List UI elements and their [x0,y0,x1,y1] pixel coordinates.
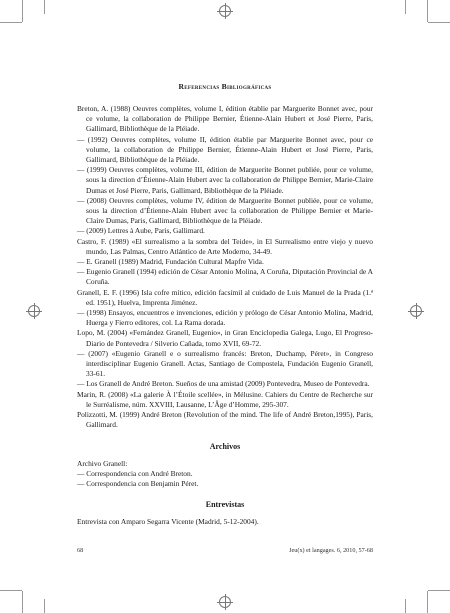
crop-mark [405,0,406,14]
page-content [77,82,373,527]
crop-mark [427,0,428,22]
archivos-line: — Correspondencia con Benjamin Péret. [77,478,199,488]
crop-mark [22,591,23,613]
reference-entry: Polizzotti, M. (1999) André Breton (Revolution of the mind. The life of André Breton,1995), Paris, Gallimard. [77,410,373,430]
archivos-line: Archivo Granell: [77,458,128,468]
reference-entry: — (2007) «Eugenio Granell e o surrealismo francés: Breton, Duchamp, Péret», in Congreso interdisciplinar Eugenio Granell. Actas, Santiago de Compostela, Fundación Eugenio Granell, 33-61. [77,348,373,379]
entrevistas-line: Entrevista con Amparo Segarra Vicente (Madrid, 5-12-2004). [77,517,259,527]
reference-entry: Marin, R. (2008) «La galerie À l’Étoile scellée», in Mélusine. Cahiers du Centre de Recherche sur le Surréalisme, núm. XXVIII, Lausanne, L’Âge d’Homme, 295-307. [77,389,373,409]
reference-entry: Castro, F. (1989) «El surrealismo a la sombra del Teide», in El Surrealismo entre viejo y nuevo mundo, Las Palmas, Centro Atlántico de Arte Moderno, 34-49. [77,236,373,256]
archivos-title: Archivos [209,441,241,451]
crop-mark [427,591,428,613]
page-footer [77,547,373,554]
crop-mark [0,590,22,591]
journal-citation: Jeu(x) et langages. 6, 2010, 57-68 [289,547,373,554]
crop-mark [405,599,406,613]
reference-entry: — Los Granell de André Breton. Sueños de una amistad (2009) Pontevedra, Museo de Pontevedra. [77,379,370,389]
reference-entry: — (1998) Ensayos, encuentros e invenciones, edición y prólogo de César Antonio Molina, Madrid, Huerga y Fierro editores, col. La Rama dorada. [77,308,373,328]
crop-mark [0,22,22,23]
registration-mark-left [28,305,40,317]
references-list [77,104,373,431]
entrevistas-title: Entrevistas [205,500,245,510]
archivos-line: — Correspondencia con André Breton. [77,468,193,478]
crop-mark [44,0,45,14]
reference-entry: Lopo, M. (2004) «Fernández Granell, Eugenio», in Gran Enciclopedia Galega, Lugo, El Progreso-Diario de Pontevedra / Silverio Cañada, tomo XVII, 69-72. [77,328,373,348]
reference-entry: — (2009) Lettres à Aube, Paris, Gallimard. [77,226,205,236]
reference-entry: — (1992) Oeuvres complètes, volume II, édition établie par Marguerite Bonnet avec, pour ce volume, la collaboration de Philippe Bernier, Étienne-Alain Hubert et José Pierre, Paris, Gallimard, Bibliothèque de la Pléiade. [77,134,373,165]
crop-mark [428,590,450,591]
crop-mark [428,22,450,23]
page-title: Referencias Bibliográficas [178,82,272,91]
crop-mark [22,0,23,22]
reference-entry: — E. Granell (1989) Madrid, Fundación Cultural Mapfre Vida. [77,257,264,267]
reference-entry: — (2008) Oeuvres complètes, volume IV, édition de Marguerite Bonnet publiée, pour ce volume, sous la direction d’Étienne-Alain Hubert avec la collaboration de Philippe Bernier et Marie-Claire Dumas, Paris, Gallimard, Bibliothèque de la Pléiade. [77,195,373,226]
page-number: 68 [77,547,84,554]
reference-entry: Breton, A. (1988) Oeuvres complètes, volume I, édition établie par Marguerite Bonnet avec, pour ce volume, la collaboration de Philippe Bernier, Étienne-Alain Hubert et José Pierre, Paris, Gallimard, Bibliothèque de la Pléiade. [77,104,373,134]
crop-mark [44,599,45,613]
registration-mark-right [410,305,422,317]
registration-mark-top [219,5,231,17]
registration-mark-bottom [219,596,231,608]
reference-entry: — (1999) Oeuvres complètes, volume III, édition de Marguerite Bonnet publiée, pour ce volume, sous la direction d’Étienne-Alain Hubert avec la collaboration de Philippe Bernier, Marie-Claire Dumas et José Pierre, Paris, Gallimard, Bibliothèque de la Pléiade. [77,165,373,195]
reference-entry: Granell, E. F. (1996) Isla cofre mítico, edición facsímil al cuidado de Luis Manuel de la Prada (1.ª ed. 1951), Huelva, Imprenta Jiménez. [77,287,373,307]
reference-entry: — Eugenio Granell (1994) edición de César Antonio Molina, A Coruña, Diputación Provincial de A Coruña. [77,267,373,287]
